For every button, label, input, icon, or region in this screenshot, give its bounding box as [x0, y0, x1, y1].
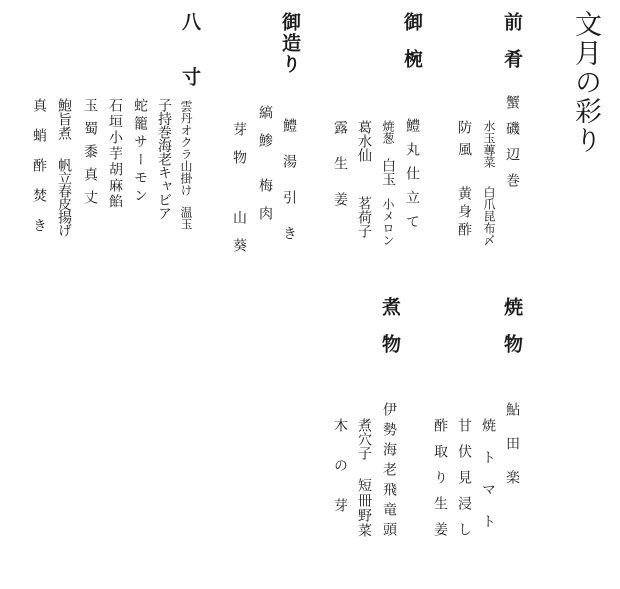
section-heading-nimono: 煮物: [379, 297, 401, 371]
menu-item: 甘伏見浸し: [456, 418, 472, 548]
menu-item: 鱧丸仕立て: [404, 118, 420, 238]
menu-item: 葛水仙: [356, 120, 372, 162]
menu-item: 白玉: [380, 158, 396, 186]
section-heading-yakimono: 焼物: [501, 297, 523, 371]
menu-item: 蛇籠サーモン: [132, 98, 148, 206]
menu-item: 短冊野菜: [356, 478, 372, 538]
menu-item: 芽物: [231, 122, 247, 178]
menu-item: 鱧湯引き: [281, 118, 297, 262]
section-heading-owan: 御椀: [401, 12, 423, 86]
menu-item: 焼トマト: [480, 418, 496, 546]
section-heading-zensai: 前肴: [501, 12, 523, 86]
menu-item: 防風: [456, 120, 472, 164]
menu-item: 玉蜀黍真丈: [82, 98, 98, 213]
menu-item: 山葵: [231, 210, 247, 266]
menu-item: 小メロン: [381, 198, 395, 246]
menu-item: 縞鯵: [257, 105, 273, 161]
menu-item: 木の芽: [332, 418, 348, 538]
menu-item: 梅肉: [257, 178, 273, 234]
menu-item: 子持巻海老キャビア: [156, 98, 172, 220]
menu-item: 温玉: [179, 206, 193, 230]
menu-item: 煮穴子: [356, 418, 372, 460]
menu-item: 帆立春皮揚げ: [56, 158, 72, 236]
menu-item: 鮑旨煮: [56, 98, 72, 140]
menu-item: 黄身酢: [456, 186, 472, 240]
menu-item: 伊勢海老飛竜頭: [381, 402, 397, 542]
menu-item: 石垣小芋胡麻餡: [107, 98, 123, 210]
menu-item: 水玉蓴菜: [482, 120, 496, 168]
menu-item: 雲丹オクラ山掛け: [179, 100, 193, 196]
menu-item: 白爪昆布〆: [482, 186, 496, 246]
menu-item: 茗荷子: [356, 196, 372, 238]
menu-item: 酢取り生姜: [432, 418, 448, 548]
section-heading-otsukuri: 御造り: [279, 12, 301, 75]
menu-item: 露生姜: [332, 120, 348, 228]
menu-item: 蟹磯辺巻: [504, 95, 520, 199]
menu-title: 文月の彩り: [570, 10, 601, 155]
menu-item: 鮎田楽: [504, 402, 520, 504]
menu-item: 真蛸酢焚き: [31, 98, 47, 248]
section-heading-hassun: 八寸: [179, 12, 201, 122]
menu-item: 焼葱: [381, 120, 395, 144]
